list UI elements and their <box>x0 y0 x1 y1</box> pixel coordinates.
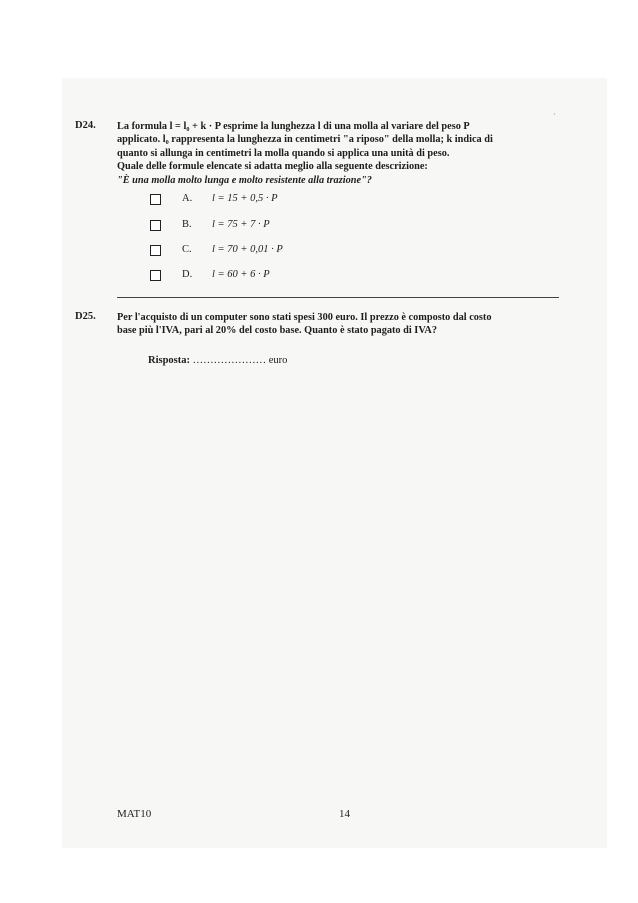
question-line: Quale delle formule elencate si adatta meglio alla seguente descrizione: <box>117 161 428 173</box>
option-letter: A. <box>182 193 193 204</box>
answer-unit: euro <box>268 355 288 366</box>
question-line: La formula l = l₀ + k · P esprime la lunghezza l di una molla al variare del peso P <box>117 121 470 132</box>
question-d25 <box>75 311 559 338</box>
question-text <box>117 120 559 187</box>
question-text <box>117 311 559 338</box>
option-formula: l = 15 + 0,5 · P <box>212 193 278 204</box>
page-sheet <box>62 78 607 848</box>
option-formula: l = 70 + 0,01 · P <box>212 244 283 255</box>
question-line: applicato. l₀ rappresenta la lunghezza in centimetri "a riposo" della molla; k indica di <box>117 134 493 146</box>
checkbox[interactable] <box>150 245 161 256</box>
answer-label: Risposta: <box>148 355 191 366</box>
question-d24 <box>75 120 559 187</box>
answer-field[interactable] <box>148 355 287 366</box>
section-divider <box>117 297 559 298</box>
question-line: quanto si allunga in centimetri la molla quando si applica una unità di peso. <box>117 147 450 159</box>
checkbox[interactable] <box>150 194 161 205</box>
question-number: D24. <box>75 120 96 131</box>
question-line: base più l'IVA, pari al 20% del costo base. Quanto è stato pagato di IVA? <box>117 325 438 337</box>
answer-blank[interactable]: ………………… <box>190 355 269 366</box>
option-letter: C. <box>182 244 192 255</box>
question-number: D25. <box>75 311 96 322</box>
option-letter: D. <box>182 269 193 280</box>
page-number: 14 <box>339 808 350 820</box>
footer-code: MAT10 <box>117 808 152 820</box>
scan-mark: · <box>553 110 556 119</box>
option-formula: l = 75 + 7 · P <box>212 219 270 230</box>
checkbox[interactable] <box>150 220 161 231</box>
question-line: Per l'acquisto di un computer sono stati spesi 300 euro. Il prezzo è composto dal costo <box>117 312 492 323</box>
checkbox[interactable] <box>150 270 161 281</box>
option-letter: B. <box>182 219 192 230</box>
question-quote: "È una molla molto lunga e molto resistente alla trazione"? <box>117 174 372 186</box>
option-formula: l = 60 + 6 · P <box>212 269 270 280</box>
